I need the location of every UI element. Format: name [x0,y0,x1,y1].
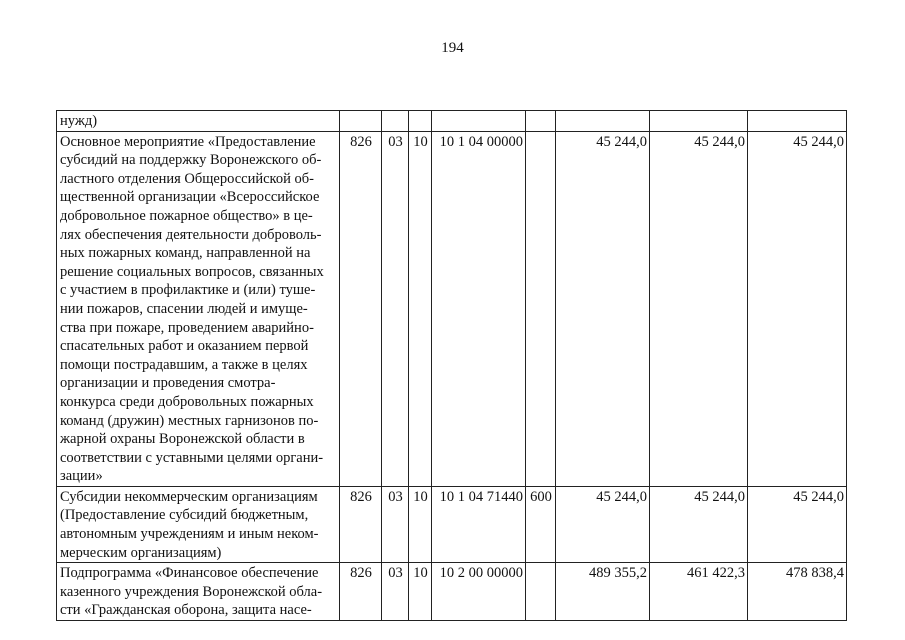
subsection-value: 10 [413,488,428,505]
amount-year3-value: 45 244,0 [793,488,844,505]
grbs-cell [340,486,382,562]
subsection-value: 10 [413,565,428,582]
subsection-cell [409,486,432,562]
amount-year3-cell [748,131,847,486]
amount-year1-value: 45 244,0 [596,133,647,150]
amount-year1-cell [556,131,650,486]
item-name-line: мерческим организациям) [60,544,222,561]
item-name-line: ластного отделения Общероссийской об- [60,170,314,187]
grbs-cell [340,131,382,486]
subsection-cell [409,131,432,486]
item-name-line: лях обеспечения деятельности доброволь- [60,226,322,243]
item-name-line: команд (дружин) местных гарнизонов по- [60,412,319,429]
page-number: 194 [441,40,464,56]
target-article-value: 10 2 00 00000 [439,565,523,582]
section-cell [382,563,409,621]
table-body [57,111,847,621]
table-row [57,486,847,562]
item-name-line: субсидий на поддержку Воронежского об- [60,152,322,169]
item-name-line: нужд) [60,113,98,129]
amount-year1-cell [556,111,650,132]
target-article-cell [432,486,526,562]
subsection-cell [409,563,432,621]
item-name-cell [57,486,340,562]
item-name-line: сти «Гражданская оборона, защита насе- [60,602,312,619]
grbs-value: 826 [350,133,372,150]
section-value: 03 [388,133,403,150]
section-cell [382,131,409,486]
item-name-line: решение социальных вопросов, связанных [60,263,324,280]
item-name-line: Подпрограмма «Финансовое обеспечение [60,565,319,582]
amount-year2-value: 45 244,0 [694,133,745,150]
expense-type-cell [526,486,556,562]
expense-type-cell [526,131,556,486]
section-value: 03 [388,488,403,505]
item-name-line: ства при пожаре, проведением аварийно- [60,319,314,336]
amount-year3-value: 478 838,4 [786,565,844,582]
item-name-line: жарной охраны Воронежской области в [60,431,305,448]
item-name-line: спасательных работ и оказанием первой [60,338,309,355]
item-name-line: конкурса среди добровольных пожарных [60,393,314,410]
item-name-line: нии пожаров, спасении людей и имуще- [60,300,308,317]
expense-type-cell [526,563,556,621]
amount-year1-value: 489 355,2 [589,565,647,582]
grbs-value: 826 [350,488,372,505]
item-name-cell [57,111,340,132]
item-name-line: зации» [60,468,103,485]
target-article-cell [432,563,526,621]
subsection-value: 10 [413,133,428,150]
target-article-value: 10 1 04 00000 [439,133,523,150]
amount-year2-value: 45 244,0 [694,488,745,505]
grbs-value: 826 [350,565,372,582]
section-cell [382,111,409,132]
item-name-line: помощи пострадавшим, а также в целях [60,356,308,373]
item-name-line: казенного учреждения Воронежской обла- [60,583,323,600]
item-name-cell [57,563,340,621]
item-name-cell [57,131,340,486]
table-row [57,131,847,486]
budget-table [56,110,847,621]
item-name-line: автономным учреждениям и иным неком- [60,526,319,543]
item-name-line: ных пожарных команд, направленной на [60,245,311,262]
amount-year2-value: 461 422,3 [687,565,745,582]
amount-year2-cell [650,563,748,621]
subsection-cell [409,111,432,132]
amount-year2-cell [650,111,748,132]
amount-year1-cell [556,563,650,621]
section-value: 03 [388,565,403,582]
item-name-line: Основное мероприятие «Предоставление [60,133,316,150]
section-cell [382,486,409,562]
amount-year3-cell [748,563,847,621]
item-name-line: с участием в профилактике и (или) туше- [60,282,316,299]
item-name-line: щественной организации «Всероссийское [60,189,320,206]
grbs-cell [340,563,382,621]
target-article-cell [432,111,526,132]
item-name-line: Субсидии некоммерческим организациям [60,488,318,505]
expense-type-cell [526,111,556,132]
item-name-line: соответствии с уставными целями органи- [60,449,324,466]
amount-year3-cell [748,111,847,132]
item-name-line: организации и проведения смотра- [60,375,276,392]
amount-year3-value: 45 244,0 [793,133,844,150]
amount-year2-cell [650,486,748,562]
target-article-cell [432,131,526,486]
amount-year1-value: 45 244,0 [596,488,647,505]
amount-year1-cell [556,486,650,562]
target-article-value: 10 1 04 71440 [439,488,523,505]
expense-type-value: 600 [530,488,552,505]
amount-year2-cell [650,131,748,486]
grbs-cell [340,111,382,132]
table-row [57,563,847,621]
table-row [57,111,847,132]
item-name-line: (Предоставление субсидий бюджетным, [60,507,309,524]
item-name-line: добровольное пожарное общество» в це- [60,207,313,224]
amount-year3-cell [748,486,847,562]
